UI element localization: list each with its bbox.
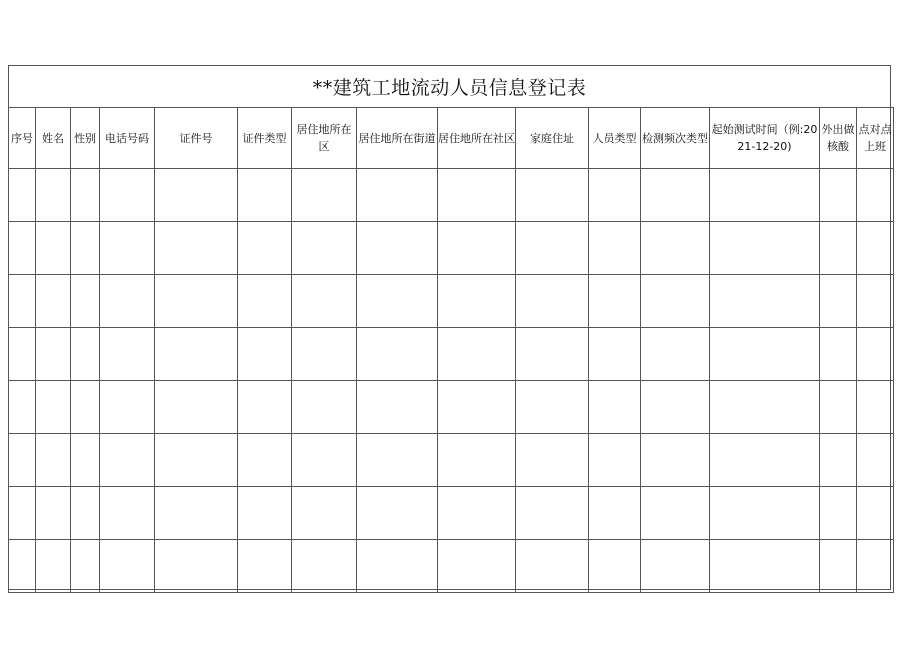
table-cell	[641, 434, 710, 487]
table-cell	[589, 222, 641, 275]
table-cell	[857, 169, 894, 222]
table-cell	[100, 169, 155, 222]
table-cell	[292, 381, 357, 434]
table-cell	[710, 222, 820, 275]
column-header-outside-nucleic-test: 外出做核酸	[820, 108, 857, 169]
table-cell	[36, 275, 71, 328]
table-cell	[100, 540, 155, 593]
table-cell	[710, 275, 820, 328]
table-cell	[36, 381, 71, 434]
table-cell	[820, 328, 857, 381]
table-cell	[710, 487, 820, 540]
table-cell	[357, 328, 438, 381]
table-cell	[36, 540, 71, 593]
table-cell	[292, 487, 357, 540]
table-cell	[641, 328, 710, 381]
registration-table	[8, 107, 894, 593]
table-cell	[857, 540, 894, 593]
table-cell	[36, 434, 71, 487]
table-row	[9, 222, 894, 275]
table-cell	[589, 328, 641, 381]
table-cell	[516, 381, 589, 434]
form-title: **建筑工地流动人员信息登记表	[9, 66, 890, 108]
table-cell	[36, 222, 71, 275]
table-cell	[357, 434, 438, 487]
table-cell	[100, 434, 155, 487]
table-cell	[357, 169, 438, 222]
column-header-district: 居住地所在区	[292, 108, 357, 169]
table-cell	[155, 222, 238, 275]
table-cell	[516, 275, 589, 328]
table-cell	[71, 540, 100, 593]
table-cell	[820, 222, 857, 275]
table-cell	[641, 275, 710, 328]
table-cell	[292, 328, 357, 381]
table-cell	[641, 381, 710, 434]
column-header-start-test-date: 起始测试时间（例:2021-12-20)	[710, 108, 820, 169]
header-row	[9, 108, 894, 169]
table-cell	[9, 222, 36, 275]
table-cell	[857, 222, 894, 275]
table-cell	[589, 434, 641, 487]
table-cell	[155, 328, 238, 381]
table-cell	[155, 434, 238, 487]
table-cell	[71, 222, 100, 275]
column-header-gender: 性别	[71, 108, 100, 169]
column-header-point-to-point-commute: 点对点上班	[857, 108, 894, 169]
table-cell	[589, 169, 641, 222]
table-cell	[9, 487, 36, 540]
table-cell	[516, 487, 589, 540]
column-header-id-number: 证件号	[155, 108, 238, 169]
table-row	[9, 381, 894, 434]
table-cell	[238, 328, 292, 381]
table-cell	[357, 222, 438, 275]
table-cell	[155, 169, 238, 222]
table-cell	[641, 169, 710, 222]
table-cell	[71, 275, 100, 328]
table-cell	[438, 169, 516, 222]
table-cell	[9, 434, 36, 487]
column-header-community: 居住地所在社区	[438, 108, 516, 169]
table-cell	[292, 434, 357, 487]
table-cell	[820, 169, 857, 222]
table-cell	[100, 275, 155, 328]
table-cell	[292, 222, 357, 275]
table-cell	[71, 328, 100, 381]
table-cell	[155, 275, 238, 328]
table-cell	[857, 487, 894, 540]
column-header-phone: 电话号码	[100, 108, 155, 169]
table-cell	[710, 381, 820, 434]
table-cell	[9, 169, 36, 222]
table-cell	[589, 381, 641, 434]
table-cell	[438, 275, 516, 328]
table-cell	[238, 169, 292, 222]
table-cell	[9, 275, 36, 328]
table-row	[9, 328, 894, 381]
table-cell	[820, 434, 857, 487]
table-cell	[589, 487, 641, 540]
table-cell	[100, 381, 155, 434]
table-cell	[36, 169, 71, 222]
table-cell	[238, 487, 292, 540]
table-cell	[438, 222, 516, 275]
table-cell	[357, 540, 438, 593]
column-header-name: 姓名	[36, 108, 71, 169]
table-row	[9, 434, 894, 487]
table-cell	[100, 222, 155, 275]
table-cell	[641, 487, 710, 540]
table-cell	[516, 169, 589, 222]
table-cell	[238, 540, 292, 593]
table-cell	[589, 275, 641, 328]
column-header-test-frequency: 检测频次类型	[641, 108, 710, 169]
table-cell	[238, 381, 292, 434]
table-cell	[357, 487, 438, 540]
registration-form	[8, 65, 891, 590]
table-cell	[9, 540, 36, 593]
table-cell	[36, 487, 71, 540]
table-cell	[71, 487, 100, 540]
table-cell	[357, 275, 438, 328]
table-cell	[857, 381, 894, 434]
table-cell	[71, 169, 100, 222]
table-row	[9, 169, 894, 222]
table-cell	[9, 328, 36, 381]
table-cell	[71, 381, 100, 434]
table-cell	[820, 275, 857, 328]
table-cell	[100, 487, 155, 540]
table-cell	[438, 487, 516, 540]
column-header-home-address: 家庭住址	[516, 108, 589, 169]
table-cell	[438, 381, 516, 434]
table-cell	[516, 222, 589, 275]
table-cell	[238, 222, 292, 275]
table-cell	[292, 169, 357, 222]
table-cell	[710, 328, 820, 381]
table-cell	[710, 540, 820, 593]
table-cell	[516, 328, 589, 381]
table-cell	[100, 328, 155, 381]
table-cell	[238, 275, 292, 328]
table-cell	[155, 540, 238, 593]
table-cell	[857, 275, 894, 328]
table-cell	[857, 434, 894, 487]
table-cell	[292, 275, 357, 328]
table-row	[9, 275, 894, 328]
table-cell	[641, 540, 710, 593]
table-cell	[36, 328, 71, 381]
table-cell	[357, 381, 438, 434]
table-row	[9, 540, 894, 593]
table-cell	[641, 222, 710, 275]
table-cell	[438, 328, 516, 381]
table-cell	[438, 540, 516, 593]
table-cell	[857, 328, 894, 381]
table-cell	[820, 381, 857, 434]
table-cell	[820, 487, 857, 540]
table-row	[9, 487, 894, 540]
table-cell	[292, 540, 357, 593]
column-header-id-type: 证件类型	[238, 108, 292, 169]
column-header-person-type: 人员类型	[589, 108, 641, 169]
table-cell	[710, 169, 820, 222]
table-cell	[155, 381, 238, 434]
table-cell	[155, 487, 238, 540]
table-cell	[71, 434, 100, 487]
table-cell	[820, 540, 857, 593]
table-cell	[710, 434, 820, 487]
column-header-street: 居住地所在街道	[357, 108, 438, 169]
table-cell	[238, 434, 292, 487]
table-cell	[589, 540, 641, 593]
table-cell	[516, 540, 589, 593]
table-cell	[516, 434, 589, 487]
table-cell	[9, 381, 36, 434]
table-cell	[438, 434, 516, 487]
column-header-serial-no: 序号	[9, 108, 36, 169]
